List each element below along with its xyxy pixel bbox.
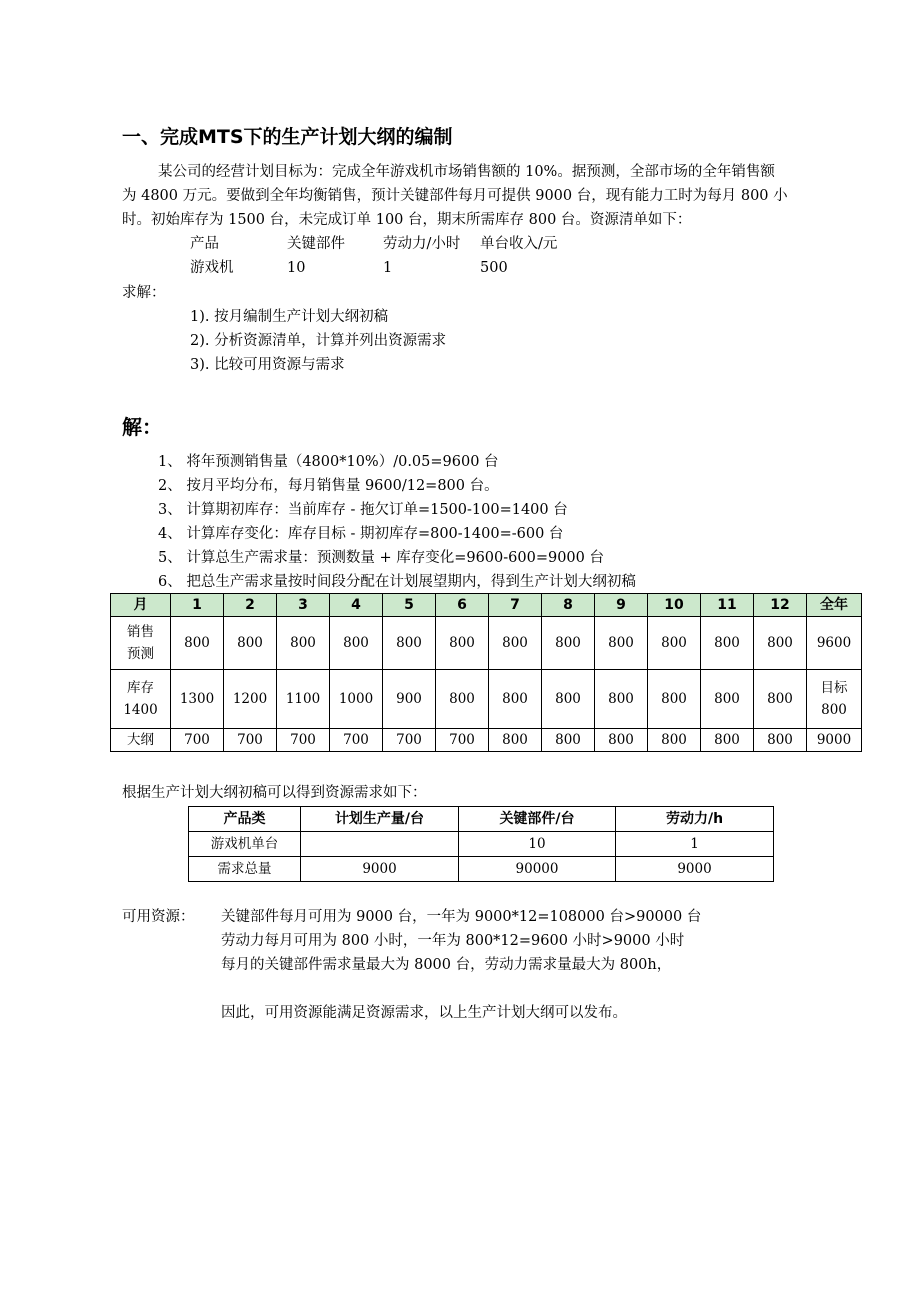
bom-cell-revenue: 500 <box>480 260 508 276</box>
table-cell: 800 <box>277 617 330 670</box>
bom-header-product: 产品 <box>190 236 219 252</box>
table-cell: 800 <box>595 729 648 752</box>
row-total: 目标 800 <box>807 670 862 729</box>
table-cell: 800 <box>595 670 648 729</box>
problem-line-3: 时。初始库存为 1500 台，未完成订单 100 台，期末所需库存 800 台。资源清单如下： <box>122 212 692 228</box>
table-cell: 700 <box>383 729 436 752</box>
table-cell: 800 <box>542 729 595 752</box>
plan-header-cell: 12 <box>754 594 807 617</box>
table-cell: 800 <box>701 617 754 670</box>
plan-header-cell: 2 <box>224 594 277 617</box>
table-cell: 700 <box>436 729 489 752</box>
table-cell: 90000 <box>459 857 616 882</box>
table-cell: 9000 <box>616 857 774 882</box>
plan-header-cell: 5 <box>383 594 436 617</box>
bom-cell-product: 游戏机 <box>190 260 234 276</box>
table-cell: 800 <box>171 617 224 670</box>
bom-header-labor: 劳动力/小时 <box>383 236 461 252</box>
table-cell: 800 <box>754 670 807 729</box>
table-cell: 800 <box>701 729 754 752</box>
table-cell: 700 <box>224 729 277 752</box>
plan-header-cell: 7 <box>489 594 542 617</box>
table-cell: 800 <box>648 670 701 729</box>
bom-cell-labor: 1 <box>383 260 393 276</box>
table-cell: 700 <box>330 729 383 752</box>
question-3: 3). 比较可用资源与需求 <box>190 357 345 373</box>
bom-header-key-part: 关键部件 <box>287 236 345 252</box>
available-label: 可用资源： <box>122 909 195 925</box>
table-cell: 800 <box>648 617 701 670</box>
solution-heading: 解： <box>122 415 162 439</box>
row-total: 9600 <box>807 617 862 670</box>
plan-header-cell: 11 <box>701 594 754 617</box>
table-cell: 游戏机单台 <box>189 832 301 857</box>
resource-header-cell: 计划生产量/台 <box>301 807 459 832</box>
table-cell: 需求总量 <box>189 857 301 882</box>
solution-step-5: 5、 计算总生产需求量：预测数量 + 库存变化=9600-600=9000 台 <box>158 550 604 566</box>
table-row <box>111 670 862 729</box>
table-cell: 900 <box>383 670 436 729</box>
table-cell: 1000 <box>330 670 383 729</box>
table-cell: 800 <box>489 617 542 670</box>
table-cell: 800 <box>754 729 807 752</box>
plan-header-cell: 4 <box>330 594 383 617</box>
problem-line-1: 某公司的经营计划目标为：完成全年游戏机市场销售额的 10%。据预测，全部市场的全年销售额 <box>158 164 775 180</box>
table-row <box>189 857 774 882</box>
ask-label: 求解： <box>122 285 166 301</box>
resource-requirement-table <box>188 806 774 882</box>
table-cell: 800 <box>224 617 277 670</box>
question-2: 2). 分析资源清单，计算并列出资源需求 <box>190 333 447 349</box>
plan-header-row <box>111 594 862 617</box>
bom-header-revenue: 单台收入/元 <box>480 236 558 252</box>
question-1: 1). 按月编制生产计划大纲初稿 <box>190 309 389 325</box>
table-cell: 800 <box>383 617 436 670</box>
resource-header-row <box>189 807 774 832</box>
table-cell: 1200 <box>224 670 277 729</box>
page-title: 一、完成MTS下的生产计划大纲的编制 <box>122 126 453 148</box>
table-cell: 800 <box>489 729 542 752</box>
conclusion: 因此，可用资源能满足资源需求，以上生产计划大纲可以发布。 <box>221 1005 627 1021</box>
table-cell: 800 <box>436 617 489 670</box>
table-cell <box>301 832 459 857</box>
table-cell: 800 <box>701 670 754 729</box>
row-label: 销售 预测 <box>111 617 171 670</box>
plan-header-cell: 3 <box>277 594 330 617</box>
table-cell: 800 <box>542 617 595 670</box>
row-label: 库存 1400 <box>111 670 171 729</box>
plan-header-cell: 8 <box>542 594 595 617</box>
table-cell: 10 <box>459 832 616 857</box>
resource-header-cell: 劳动力/h <box>616 807 774 832</box>
table-cell: 1300 <box>171 670 224 729</box>
available-line-1: 关键部件每月可用为 9000 台，一年为 9000*12=108000 台>90000 台 <box>221 909 702 925</box>
table-cell: 700 <box>277 729 330 752</box>
solution-step-3: 3、 计算期初库存：当前库存 - 拖欠订单=1500-100=1400 台 <box>158 502 568 518</box>
bom-cell-key-part: 10 <box>287 260 306 276</box>
table-row <box>111 729 862 752</box>
available-line-2: 劳动力每月可用为 800 小时，一年为 800*12=9600 小时>9000 小时 <box>221 933 685 949</box>
resource-intro: 根据生产计划大纲初稿可以得到资源需求如下： <box>122 785 427 801</box>
plan-header-cell: 6 <box>436 594 489 617</box>
resource-header-cell: 产品类 <box>189 807 301 832</box>
solution-step-6: 6、 把总生产需求量按时间段分配在计划展望期内，得到生产计划大纲初稿 <box>158 574 636 590</box>
table-cell: 700 <box>171 729 224 752</box>
table-cell: 800 <box>542 670 595 729</box>
table-cell: 800 <box>754 617 807 670</box>
solution-step-4: 4、 计算库存变化：库存目标 - 期初库存=800-1400=-600 台 <box>158 526 564 542</box>
plan-header-month: 月 <box>111 594 171 617</box>
table-cell: 1 <box>616 832 774 857</box>
plan-header-cell: 10 <box>648 594 701 617</box>
table-cell: 800 <box>436 670 489 729</box>
table-cell: 800 <box>648 729 701 752</box>
plan-header-cell: 9 <box>595 594 648 617</box>
table-row <box>111 617 862 670</box>
table-cell: 800 <box>595 617 648 670</box>
table-row <box>189 832 774 857</box>
plan-header-cell: 1 <box>171 594 224 617</box>
production-plan-table <box>110 593 862 752</box>
solution-step-2: 2、 按月平均分布，每月销售量 9600/12=800 台。 <box>158 478 499 494</box>
available-line-3: 每月的关键部件需求量最大为 8000 台，劳动力需求量最大为 800h， <box>221 957 672 973</box>
problem-line-2: 为 4800 万元。要做到全年均衡销售，预计关键部件每月可提供 9000 台，现有能力工时为每月 800 小 <box>122 188 788 204</box>
table-cell: 800 <box>330 617 383 670</box>
resource-header-cell: 关键部件/台 <box>459 807 616 832</box>
table-cell: 1100 <box>277 670 330 729</box>
table-cell: 9000 <box>301 857 459 882</box>
plan-header-total: 全年 <box>807 594 862 617</box>
row-label: 大纲 <box>111 729 171 752</box>
table-cell: 800 <box>489 670 542 729</box>
row-total: 9000 <box>807 729 862 752</box>
solution-step-1: 1、 将年预测销售量（4800*10%）/0.05=9600 台 <box>158 454 499 470</box>
